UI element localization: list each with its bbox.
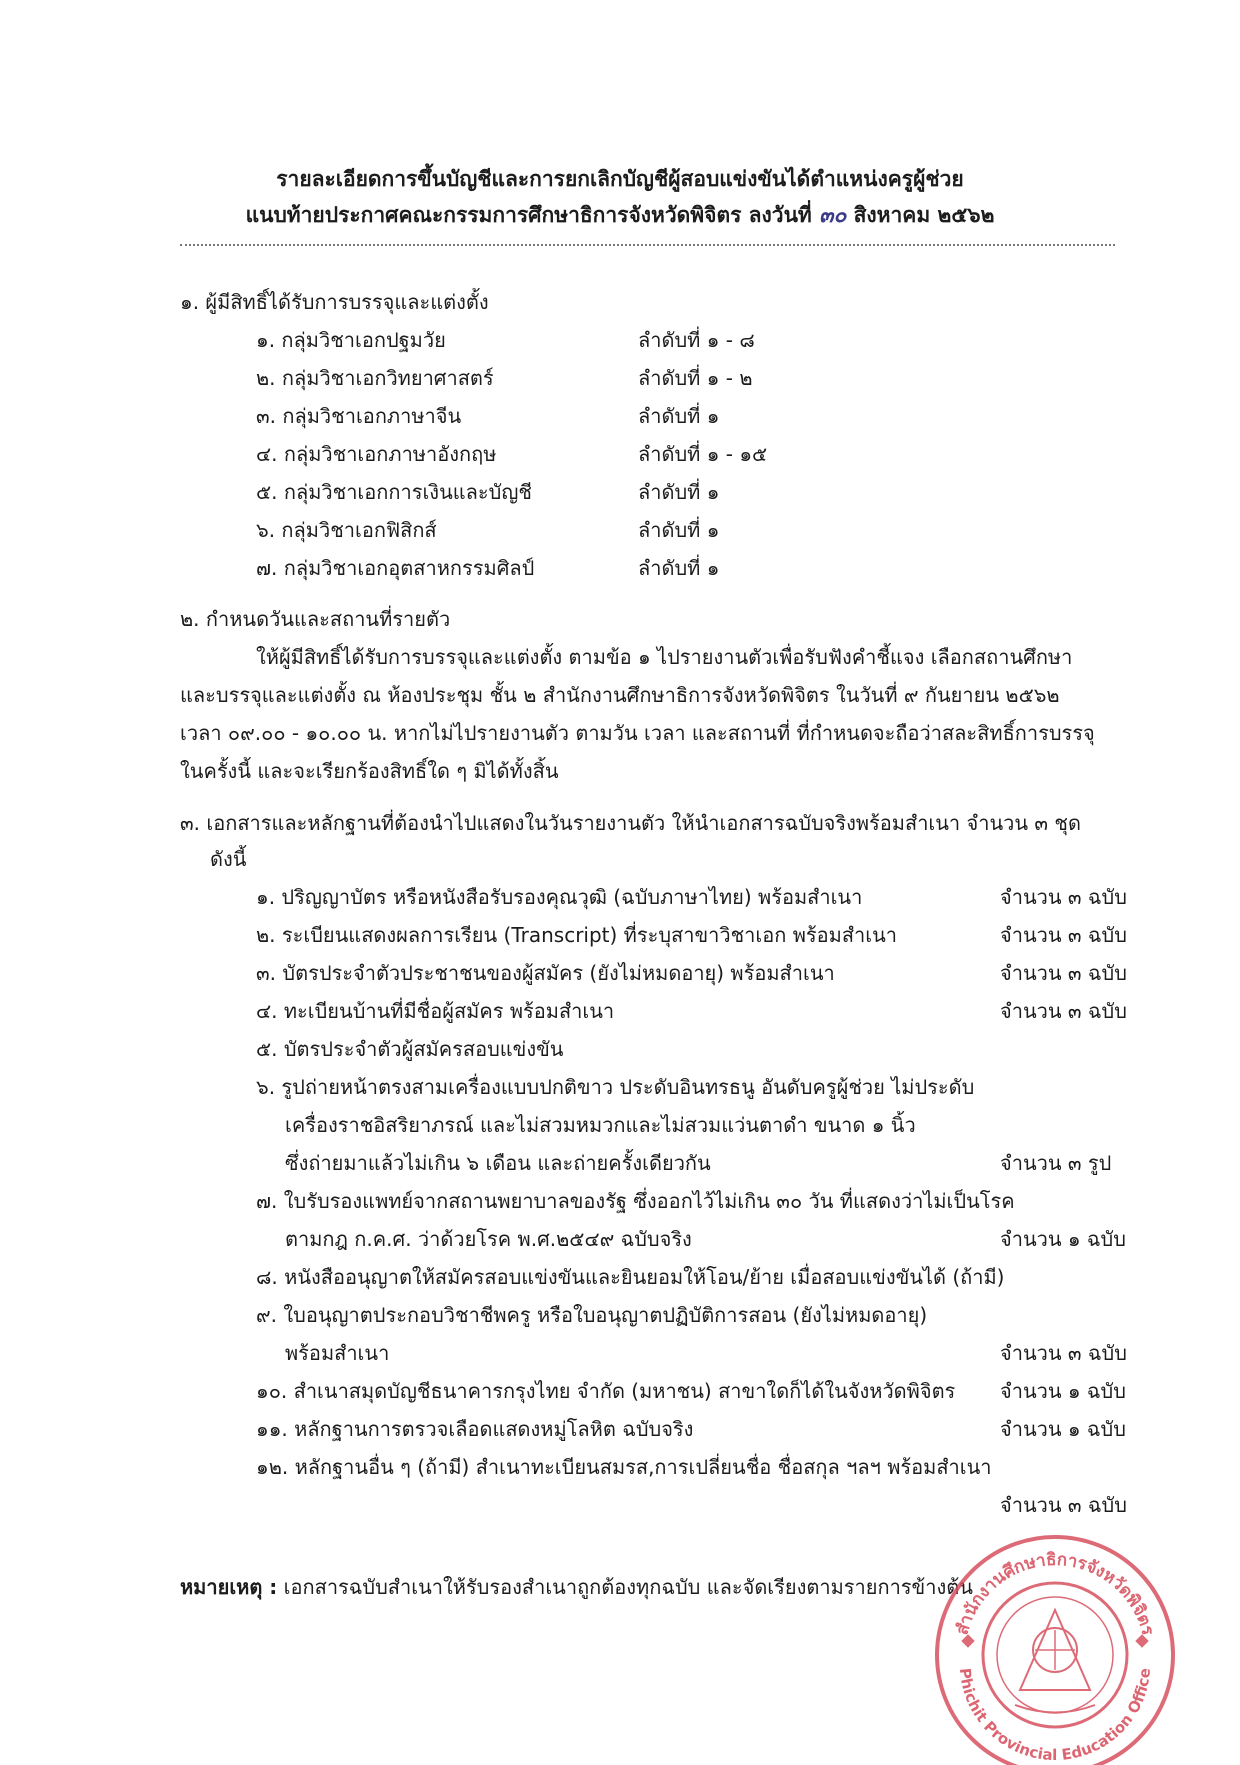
section1-rank: ลำดับที่ ๑ xyxy=(638,556,720,580)
section1-rank: ลำดับที่ ๑ - ๘ xyxy=(638,328,755,352)
document-item-cont: ตามกฎ ก.ค.ศ. ว่าด้วยโรค พ.ศ.๒๕๔๙ ฉบับจริง xyxy=(285,1227,692,1251)
document-item: ๗. ใบรับรองแพทย์จากสถานพยาบาลของรัฐ ซึ่งออกไว้ไม่เกิน ๓๐ วัน ที่แสดงว่าไม่เป็นโรค xyxy=(256,1189,1015,1213)
document-count: จำนวน ๓ ฉบับ xyxy=(1000,999,1127,1023)
section1-heading: ๑. ผู้มีสิทธิ์ได้รับการบรรจุและแต่งตั้ง xyxy=(180,290,489,314)
handwritten-date: ๓๐ xyxy=(819,203,847,227)
document-count: จำนวน ๓ ฉบับ xyxy=(1000,1341,1127,1365)
section1-rank: ลำดับที่ ๑ xyxy=(638,518,720,542)
document-item: ๑๒. หลักฐานอื่น ๆ (ถ้ามี) สำเนาทะเบียนสมรส,การเปลี่ยนชื่อ ชื่อสกุล ฯลฯ พร้อมสำเนา xyxy=(256,1455,992,1479)
document-item: ๕. บัตรประจำตัวผู้สมัครสอบแข่งขัน xyxy=(256,1037,564,1061)
document-count: จำนวน ๑ ฉบับ xyxy=(1000,1417,1126,1441)
document-count: จำนวน ๓ รูป xyxy=(1000,1151,1112,1175)
section2-line: ให้ผู้มีสิทธิ์ได้รับการบรรจุและแต่งตั้ง ตามข้อ ๑ ไปรายงานตัวเพื่อรับฟังคำชี้แจง เลือกสถานศึกษา xyxy=(256,645,1073,669)
document-item: ๑๐. สำเนาสมุดบัญชีธนาคารกรุงไทย จำกัด (มหาชน) สาขาใดก็ได้ในจังหวัดพิจิตร xyxy=(256,1379,956,1403)
document-count: จำนวน ๓ ฉบับ xyxy=(1000,961,1127,985)
section3-heading-cont: ดังนี้ xyxy=(210,847,247,871)
dotted-divider xyxy=(180,242,1115,246)
section2-heading: ๒. กำหนดวันและสถานที่รายตัว xyxy=(180,607,451,631)
subtitle-suffix: สิงหาคม ๒๕๖๒ xyxy=(853,203,995,227)
document-item: ๙. ใบอนุญาตประกอบวิชาชีพครู หรือใบอนุญาตปฏิบัติการสอน (ยังไม่หมดอายุ) xyxy=(256,1303,928,1327)
document-subtitle xyxy=(0,199,1240,232)
section2-line: และบรรจุและแต่งตั้ง ณ ห้องประชุม ชั้น ๒ สำนักงานศึกษาธิการจังหวัดพิจิตร ในวันที่ ๙ กันยายน ๒๕๖๒ xyxy=(180,683,1060,707)
subtitle-prefix: แนบท้ายประกาศคณะกรรมการศึกษาธิการจังหวัดพิจิตร ลงวันที่ xyxy=(245,203,812,227)
document-count: จำนวน ๓ ฉบับ xyxy=(1000,923,1127,947)
section1-subject: ๕. กลุ่มวิชาเอกการเงินและบัญชี xyxy=(256,480,532,504)
document-title: รายละเอียดการขึ้นบัญชีและการยกเลิกบัญชีผู้สอบแข่งขันได้ตำแหน่งครูผู้ช่วย xyxy=(276,167,964,191)
note xyxy=(180,1574,973,1600)
official-seal-stamp xyxy=(920,1515,1190,1765)
document-count: จำนวน ๑ ฉบับ xyxy=(1000,1227,1126,1251)
section1-subject: ๔. กลุ่มวิชาเอกภาษาอังกฤษ xyxy=(256,442,497,466)
document-item-cont: ซึ่งถ่ายมาแล้วไม่เกิน ๖ เดือน และถ่ายครั้งเดียวกัน xyxy=(285,1151,711,1175)
section1-subject: ๑. กลุ่มวิชาเอกปฐมวัย xyxy=(256,328,446,352)
document-count: จำนวน ๓ ฉบับ xyxy=(1000,885,1127,909)
document-item-cont: พร้อมสำเนา xyxy=(285,1341,390,1365)
document-item: ๓. บัตรประจำตัวประชาชนของผู้สมัคร (ยังไม่หมดอายุ) พร้อมสำเนา xyxy=(256,961,835,985)
note-label: หมายเหตุ : xyxy=(180,1575,278,1599)
document-item: ๑. ปริญญาบัตร หรือหนังสือรับรองคุณวุฒิ (ฉบับภาษาไทย) พร้อมสำเนา xyxy=(256,885,863,909)
section1-rank: ลำดับที่ ๑ - ๑๕ xyxy=(638,442,768,466)
document-item: ๘. หนังสืออนุญาตให้สมัครสอบแข่งขันและยินยอมให้โอน/ย้าย เมื่อสอบแข่งขันได้ (ถ้ามี) xyxy=(256,1265,1005,1289)
section1-rank: ลำดับที่ ๑ - ๒ xyxy=(638,366,753,390)
section1-subject: ๗. กลุ่มวิชาเอกอุตสาหกรรมศิลป์ xyxy=(256,556,535,580)
section1-subject: ๖. กลุ่มวิชาเอกฟิสิกส์ xyxy=(256,518,437,542)
section1-subject: ๒. กลุ่มวิชาเอกวิทยาศาสตร์ xyxy=(256,366,494,390)
document-count: จำนวน ๓ ฉบับ xyxy=(1000,1493,1127,1517)
section2-line: เวลา ๐๙.๐๐ - ๑๐.๐๐ น. หากไม่ไปรายงานตัว ตามวัน เวลา และสถานที่ ที่กำหนดจะถือว่าสละสิทธิ์การบรรจุ xyxy=(180,721,1095,745)
section1-rank: ลำดับที่ ๑ xyxy=(638,480,720,504)
stamp-thai-text: สำนักงานศึกษาธิการจังหวัดพิจิตร xyxy=(952,1549,1158,1638)
document-item: ๔. ทะเบียนบ้านที่มีชื่อผู้สมัคร พร้อมสำเนา xyxy=(256,999,615,1023)
section1-rank: ลำดับที่ ๑ xyxy=(638,404,720,428)
stamp-english-text: Phichit Provincial Education Office xyxy=(955,1667,1155,1765)
document-item: ๒. ระเบียนแสดงผลการเรียน (Transcript) ที่ระบุสาขาวิชาเอก พร้อมสำเนา xyxy=(256,923,898,947)
section1-subject: ๓. กลุ่มวิชาเอกภาษาจีน xyxy=(256,404,462,428)
section3-heading: ๓. เอกสารและหลักฐานที่ต้องนำไปแสดงในวันรายงานตัว ให้นำเอกสารฉบับจริงพร้อมสำเนา จำนวน ๓ ชุด xyxy=(180,811,1081,835)
document-item: ๑๑. หลักฐานการตรวจเลือดแสดงหมู่โลหิต ฉบับจริง xyxy=(256,1417,694,1441)
document-item: ๖. รูปถ่ายหน้าตรงสามเครื่องแบบปกติขาว ประดับอินทรธนู อันดับครูผู้ช่วย ไม่ประดับ xyxy=(256,1075,975,1099)
note-text: เอกสารฉบับสำเนาให้รับรองสำเนาถูกต้องทุกฉบับ และจัดเรียงตามรายการข้างต้น xyxy=(283,1575,973,1599)
document-count: จำนวน ๑ ฉบับ xyxy=(1000,1379,1126,1403)
section2-line: ในครั้งนี้ และจะเรียกร้องสิทธิ์ใด ๆ มิได้ทั้งสิ้น xyxy=(180,759,559,783)
document-item-cont: เครื่องราชอิสริยาภรณ์ และไม่สวมหมวกและไม่สวมแว่นตาดำ ขนาด ๑ นิ้ว xyxy=(285,1113,916,1137)
